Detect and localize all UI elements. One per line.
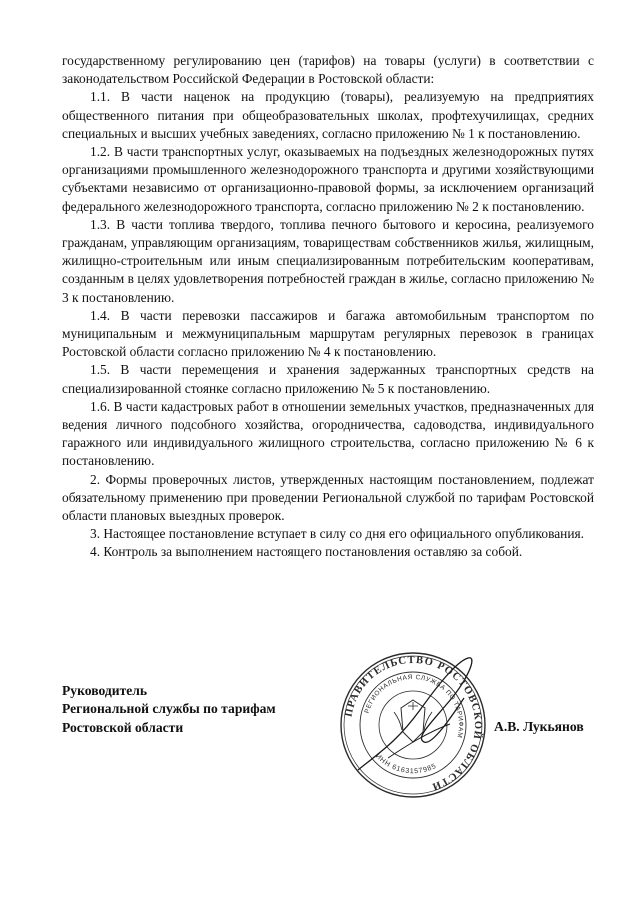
svg-text:РЕГИОНАЛЬНАЯ СЛУЖБА ПО ТАРИФАМ: РЕГИОНАЛЬНАЯ СЛУЖБА ПО ТАРИФАМ [363, 673, 465, 739]
position-line-3: Ростовской области [62, 719, 184, 735]
paragraph-1-6: 1.6. В части кадастровых работ в отношении земельных участков, предназначенных для ведения личного подсобного хозяйства, огородничества, садоводства, индивидуального гаражного или индивидуального жилищного строительства, согласно приложению № 6 к постановлению. [62, 398, 594, 469]
official-stamp-icon [328, 650, 498, 800]
signatory-name: А.В. Лукьянов [494, 719, 584, 734]
paragraph-3: 3. Настоящее постановление вступает в силу со дня его официального опубликования. [90, 526, 584, 542]
paragraph-1-3: 1.3. В части топлива твердого, топлива печного бытового и керосина, реализуемого гражданам, управляющим организациям, товариществам собственников жилья, жилищным, жилищно-строительным или иным специализированным потребительским кооперативам, созданным в целях удовлетворения потребностей граждан в жилье, согласно приложению № 3 к постановлению. [62, 216, 594, 305]
svg-text:ПРАВИТЕЛЬСТВО РОСТОВСКОЙ ОБЛАС: ПРАВИТЕЛЬСТВО РОСТОВСКОЙ ОБЛАСТИ [343, 654, 484, 793]
paragraph-2: 2. Формы проверочных листов, утвержденных настоящим постановлением, подлежат обязательному применению при проведении Региональной службой по тарифам Ростовской области плановых выездных проверок. [62, 471, 594, 524]
document-body [62, 52, 594, 562]
svg-text:ИНН 6163157985: ИНН 6163157985 [373, 752, 438, 776]
paragraph-1-4: 1.4. В части перевозки пассажиров и багажа автомобильным транспортом по муниципальным и межмуниципальным маршрутам регулярных перевозок в границах Ростовской области согласно приложению № 4 к постановлению. [62, 307, 594, 360]
paragraph-4: 4. Контроль за выполнением настоящего постановления оставляю за собой. [90, 544, 523, 560]
paragraph-1-2: 1.2. В части транспортных услуг, оказываемых на подъездных железнодорожных путях организациями промышленного железнодорожного транспорта и другими хозяйствующими субъектами независимо от организационно-правовой формы, за исключением организаций федерального железнодорожного транспорта, согласно приложению № 2 к постановлению. [62, 144, 594, 214]
paragraph-1-1: 1.1. В части наценок на продукцию (товары), реализуемую на предприятиях общественного питания при общеобразовательных школах, профтехучилищах, средних специальных и высших учебных заведениях, согласно приложению № 1 к постановлению. [62, 89, 594, 141]
position-line-1: Руководитель [62, 683, 148, 698]
position-line-2: Региональной службы по тарифам [62, 701, 276, 717]
signatory-position [62, 682, 342, 737]
paragraph-1-5: 1.5. В части перемещения и хранения задержанных транспортных средств на специализированной стоянке согласно приложению № 5 к постановлению. [62, 362, 594, 396]
paragraph-intro: государственному регулированию цен (тарифов) на товары (услуги) в соответствии с законодательством Российской Федерации в Ростовской области: [62, 53, 594, 87]
